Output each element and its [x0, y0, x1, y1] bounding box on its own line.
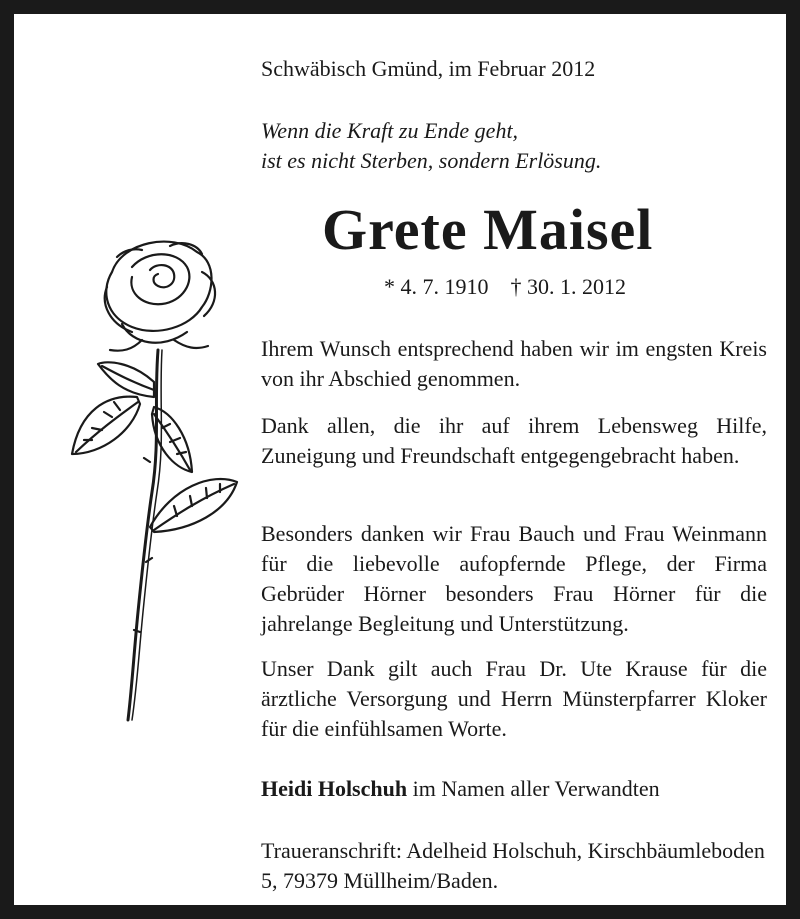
motto: [261, 116, 601, 176]
signature-text: im Namen aller Verwandten: [407, 776, 660, 801]
birth-date: * 4. 7. 1910: [384, 274, 489, 299]
paragraph-thanks-doctor: Unser Dank gilt auch Frau Dr. Ute Krause für die ärztliche Versorgung und Herrn Münsterpfarrer Kloker für die einfühlsamen Worte.: [261, 656, 767, 741]
mourning-address: Traueranschrift: Adelheid Holschuh, Kirschbäumleboden 5, 79379 Müllheim/Baden.: [261, 838, 765, 893]
place-date: Schwäbisch Gmünd, im Februar 2012: [261, 56, 596, 81]
death-date: † 30. 1. 2012: [510, 274, 626, 299]
motto-line-2: ist es nicht Sterben, sondern Erlösung.: [261, 148, 602, 173]
life-dates: [384, 274, 626, 300]
motto-line-1: Wenn die Kraft zu Ende geht,: [261, 118, 519, 143]
paragraph-thanks-care: Besonders danken wir Frau Bauch und Frau Weinmann für die liebevolle aufopfernde Pflege, der Firma Gebrüder Hörner besonders Frau Hörner für die jahrelange Begleitung und Unterstützung.: [261, 521, 767, 636]
paragraph-farewell: Ihrem Wunsch entsprechend haben wir im engsten Kreis von ihr Abschied genommen.: [261, 336, 767, 391]
rose-icon: [62, 232, 242, 732]
signature: [261, 776, 660, 802]
signature-name: Heidi Holschuh: [261, 776, 408, 801]
deceased-name: Grete Maisel: [322, 197, 654, 262]
paragraph-thanks-all: Dank allen, die ihr auf ihrem Lebensweg Hilfe, Zuneigung und Freundschaft entgegengebracht haben.: [261, 413, 767, 468]
